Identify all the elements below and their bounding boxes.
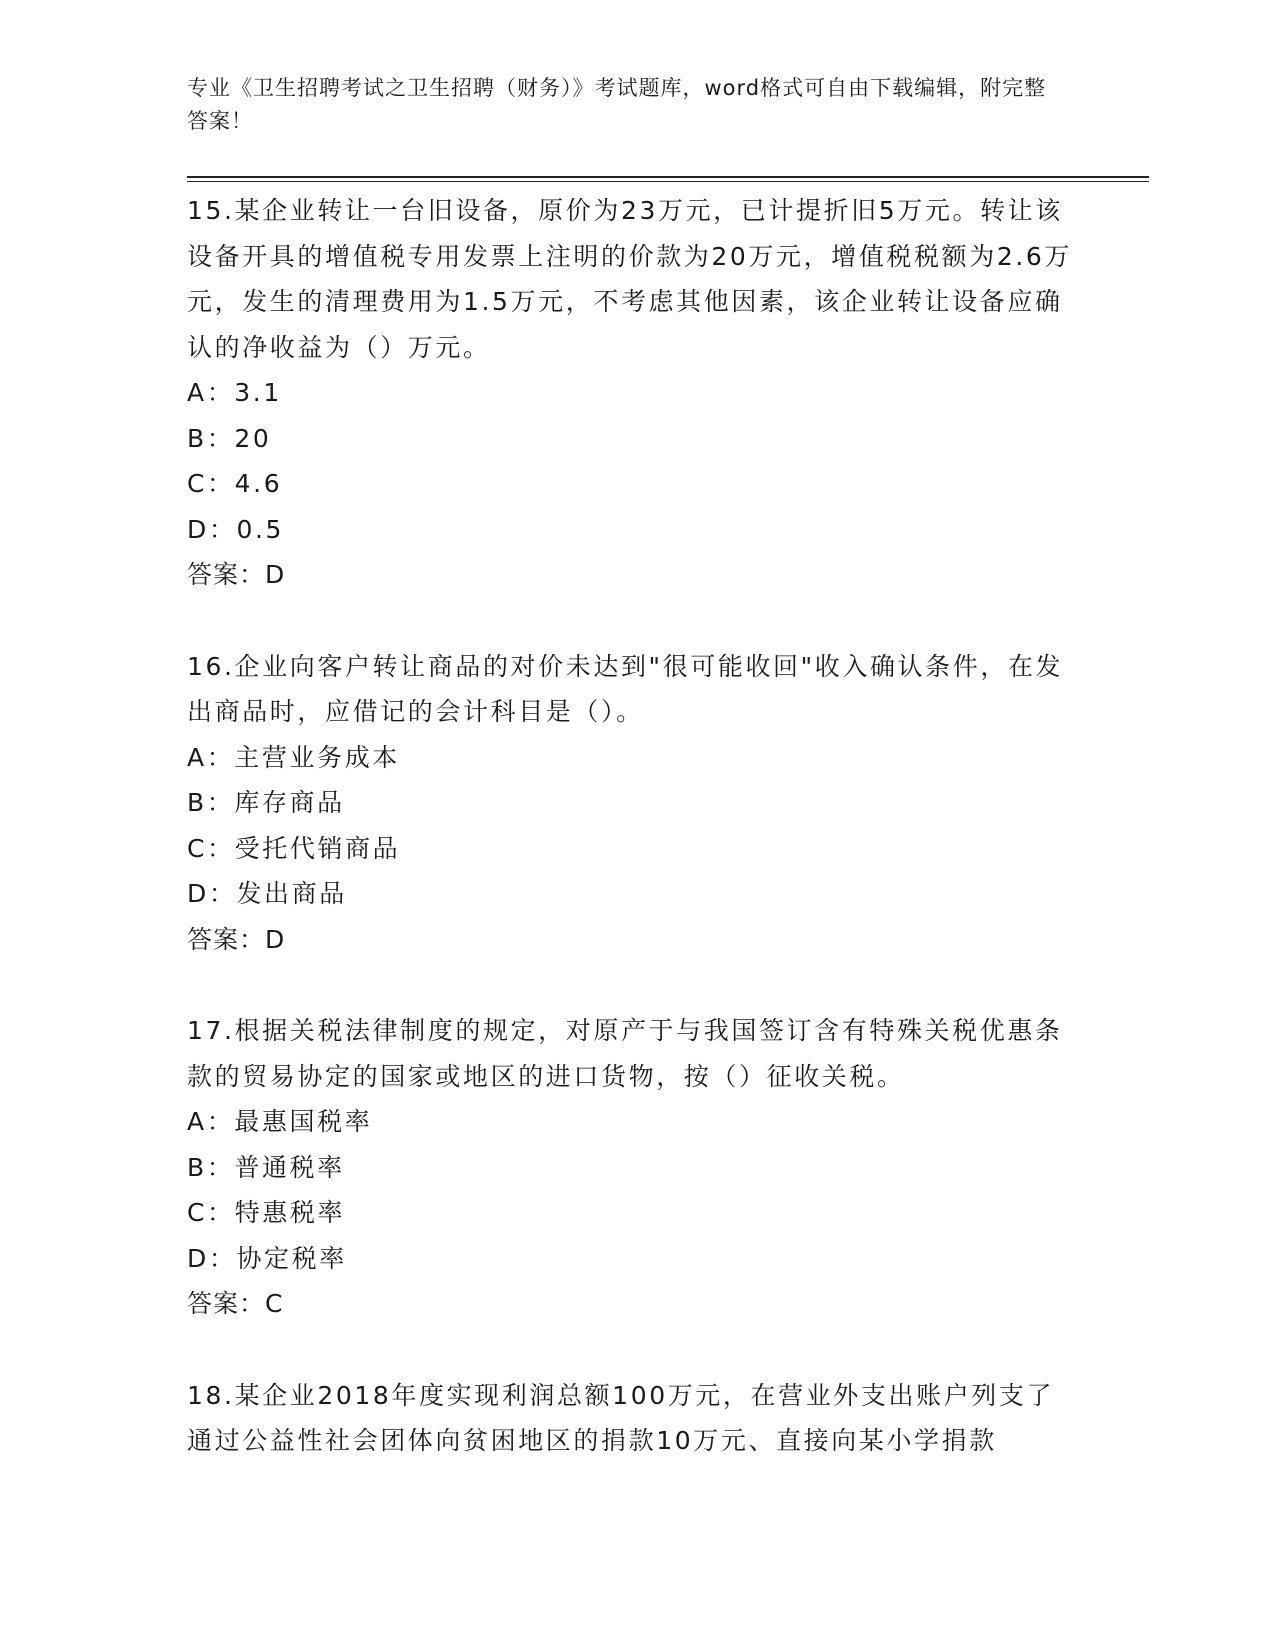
question-17 [187,1008,1077,1327]
option-d: D：发出商品 [187,879,347,908]
option-c: C：受托代销商品 [187,833,401,863]
header-rule-thin [187,181,1149,182]
answer-line: 答案：C [187,1289,284,1318]
answer-line: 答案：D [187,560,286,589]
option-d: D：协定税率 [187,1243,347,1273]
question-16 [187,644,1077,963]
option-d: D：0.5 [187,514,285,544]
question-15 [187,188,1077,598]
document-header-note: 专业《卫生招聘考试之卫生招聘（财务）》考试题库，word格式可自由下载编辑，附完整答案！ [187,76,1047,133]
question-text: 17.根据关税法律制度的规定，对原产于与我国签订含有特殊关税优惠条款的贸易协定的国家或地区的进口货物，按（）征收关税。 [187,1016,1063,1091]
option-b: B：20 [187,423,272,453]
option-c: C：特惠税率 [187,1198,346,1227]
answer-line: 答案：D [187,924,286,954]
option-c: C：4.6 [187,469,283,498]
option-a: A：3.1 [187,378,282,407]
question-text: 16.企业向客户转让商品的对价未达到"很可能收回"收入确认条件，在发出商品时，应借记的会计科目是（）。 [187,651,1064,726]
header-rule-thick [187,176,1149,178]
option-a: A：最惠国税率 [187,1107,373,1136]
option-a: A：主营业务成本 [187,742,400,772]
question-text: 18.某企业2018年度实现利润总额100万元，在营业外支出账户列支了通过公益性社会团体向贫困地区的捐款10万元、直接向某小学捐款 [187,1380,1055,1455]
question-text: 15.某企业转让一台旧设备，原价为23万元，已计提折旧5万元。转让该设备开具的增值税专用发票上注明的价款为20万元，增值税税额为2.6万元，发生的清理费用为1.5万元，不考虑其他因素，该企业转让设备应确认的净收益为（）万元。 [187,196,1072,362]
question-list [187,188,1077,1510]
option-b: B：库存商品 [187,788,345,817]
option-b: B：普通税率 [187,1152,345,1182]
question-18 [187,1373,1077,1464]
